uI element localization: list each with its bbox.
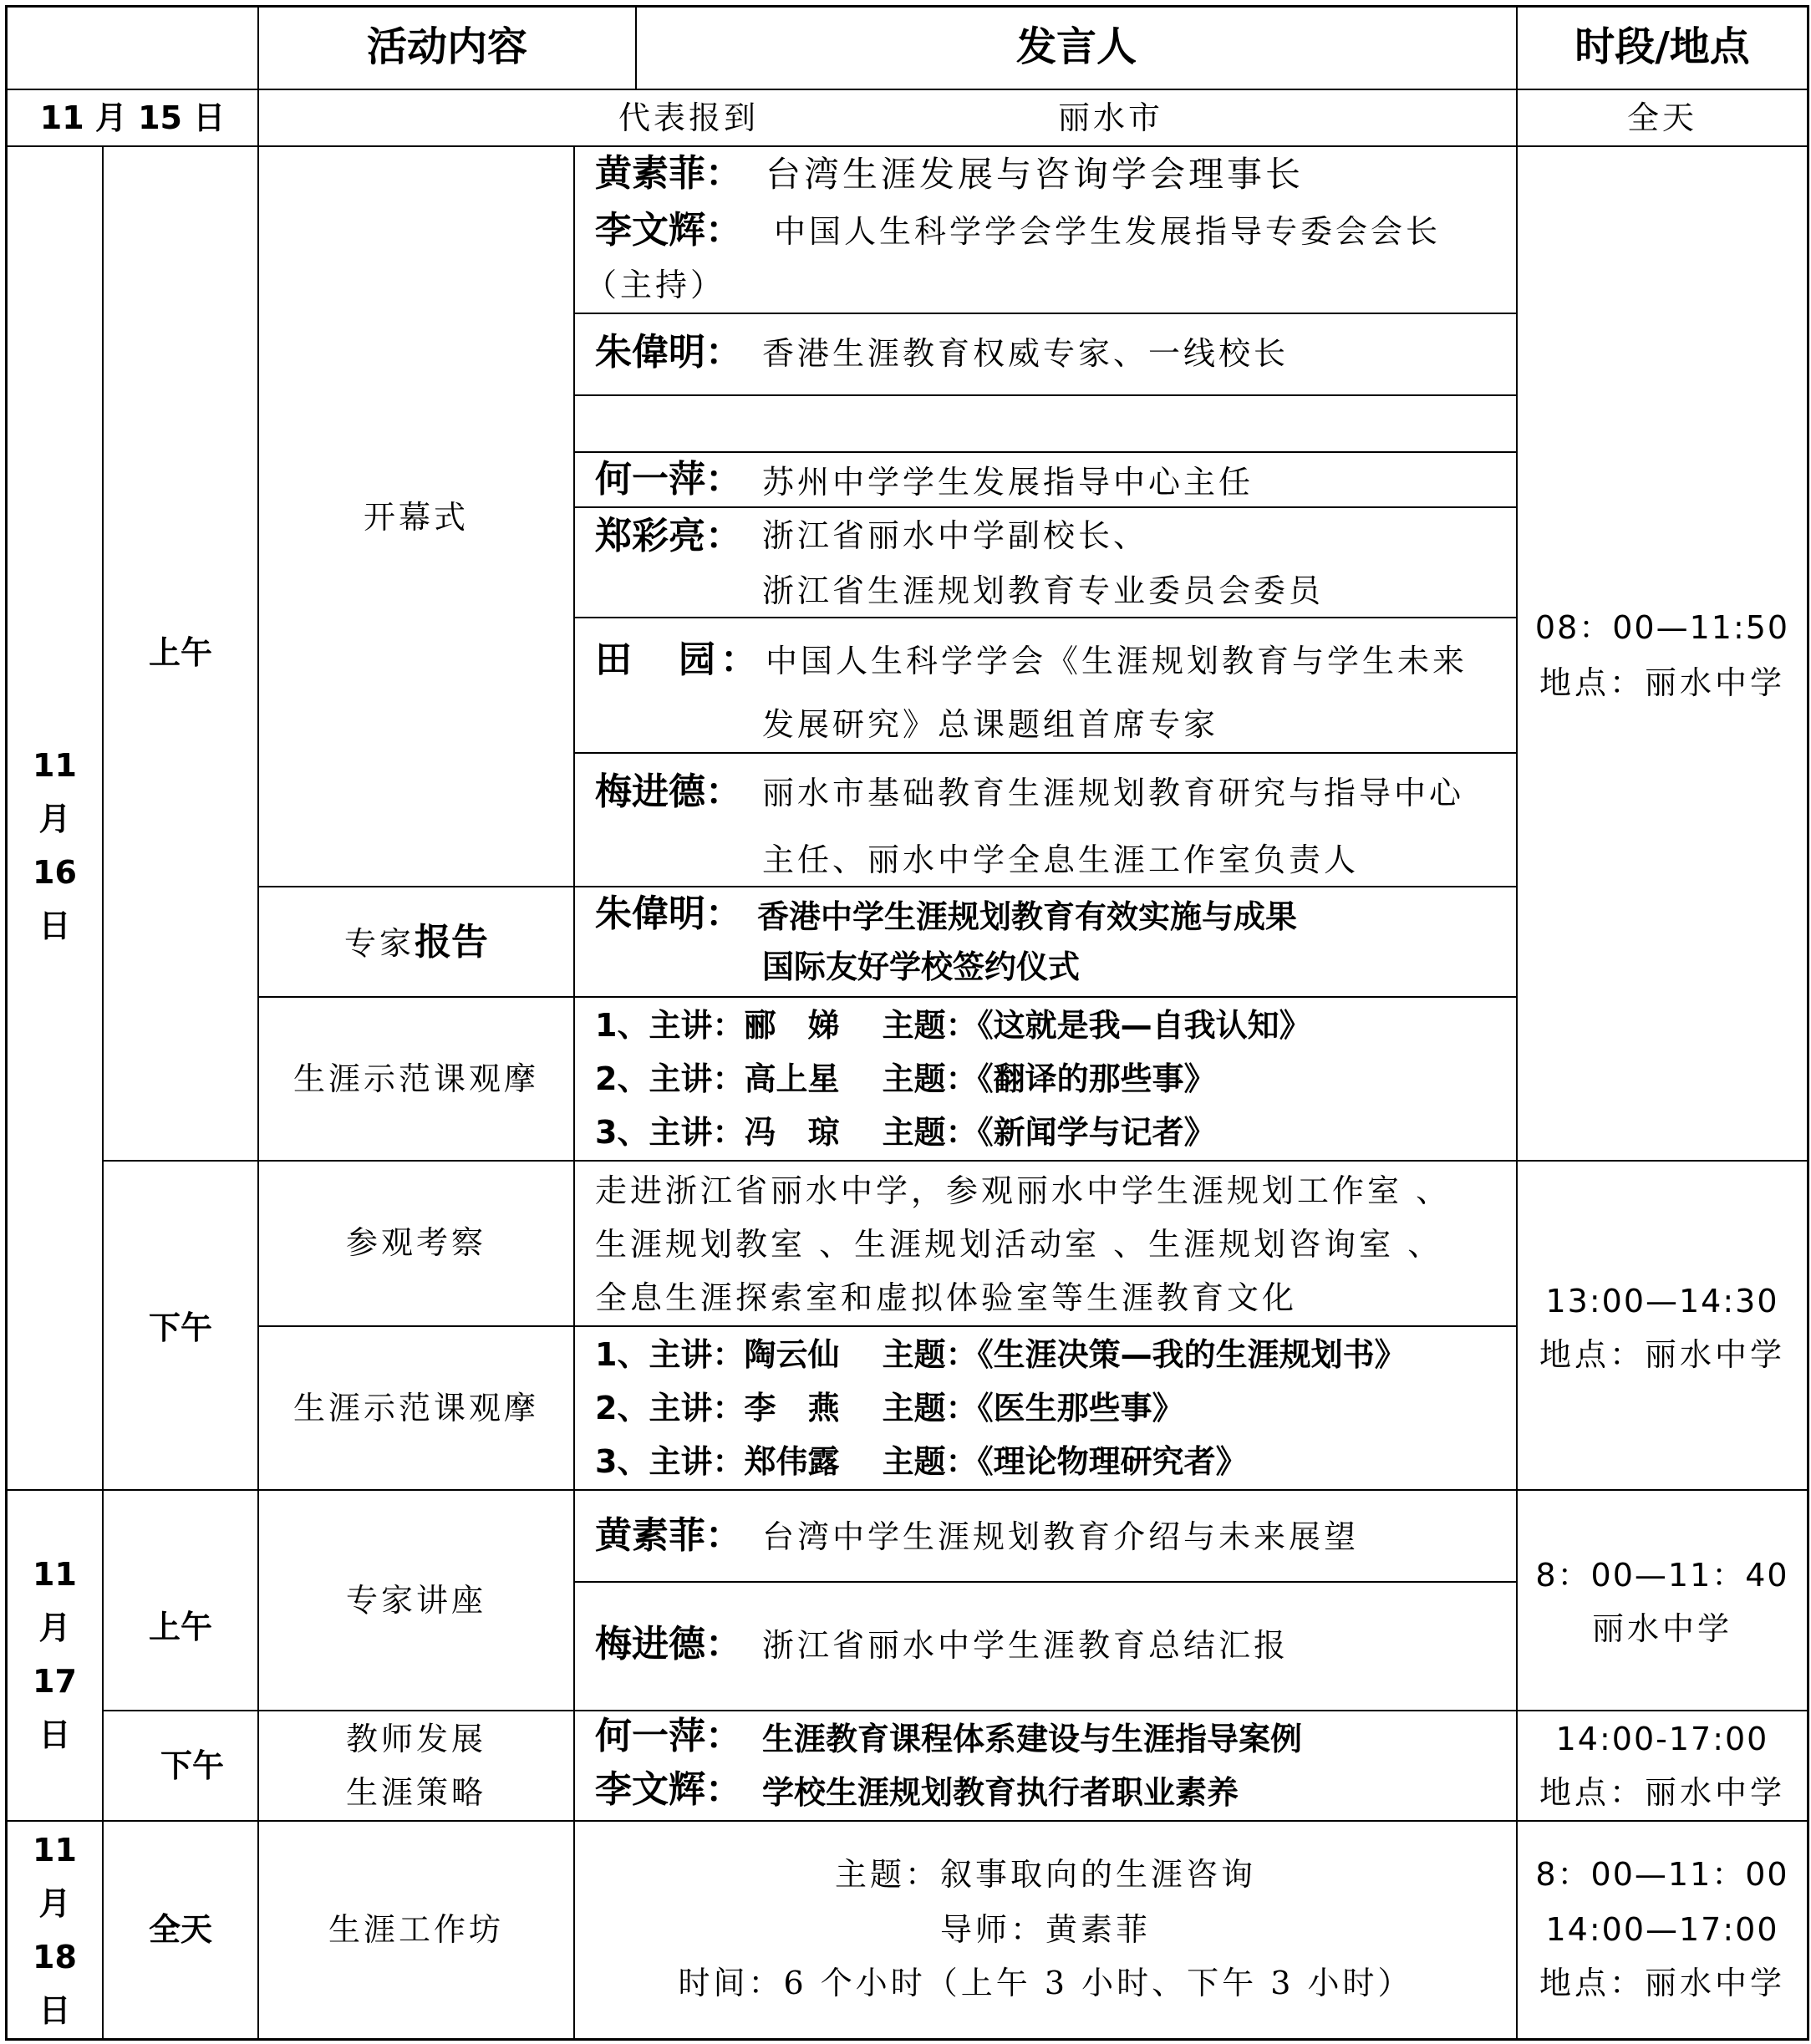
grid-line	[257, 886, 1518, 887]
day17-pm-period: 下午	[160, 1747, 224, 1784]
grid-line	[573, 451, 1518, 453]
opening-label: 开幕式	[363, 499, 469, 536]
day15-place: 丽水市	[1058, 99, 1164, 136]
grid-line	[102, 1710, 1809, 1711]
grid-line	[573, 752, 1518, 754]
report-speaker: 朱偉明：	[595, 892, 742, 935]
day18-time-am: 8：00—11：00	[1535, 1856, 1789, 1893]
career-strategy-label: 生涯策略	[345, 1774, 486, 1811]
header-time-place: 时段/地点	[1574, 23, 1750, 70]
visit-line: 走进浙江省丽水中学，参观丽水中学生涯规划工作室 、	[595, 1172, 1452, 1209]
workshop-label: 生涯工作坊	[328, 1911, 504, 1948]
day16-am-place: 地点：丽水中学	[1539, 664, 1785, 701]
signing-ceremony: 国际友好学校签约仪式	[762, 948, 1081, 985]
report-label: 专家报告	[343, 921, 488, 964]
grid-line	[573, 394, 1518, 396]
day17-am-period: 上午	[148, 1609, 212, 1645]
visit-line: 生涯规划教室 、生涯规划活动室 、生涯规划咨询室 、	[595, 1226, 1443, 1263]
grid-line	[573, 313, 1518, 314]
day16-am-period: 上午	[148, 634, 212, 671]
workshop-theme: 主题：叙事取向的生涯咨询	[834, 1856, 1256, 1893]
workshop-mentor: 导师：黄素菲	[939, 1911, 1151, 1948]
day16-pm-time: 13:00—14:30	[1545, 1283, 1779, 1319]
day17-pm-place: 地点：丽水中学	[1539, 1774, 1785, 1811]
list-item: 3、主讲：郑伟露 主题：《理论物理研究者》	[595, 1443, 1248, 1480]
grid-line	[573, 147, 575, 2041]
list-item: 1、主讲：郦 娣 主题：《这就是我—自我认知》	[595, 1007, 1311, 1044]
visit-line: 全息生涯探索室和虚拟体验室等生涯教育文化	[595, 1279, 1298, 1316]
grid-line	[5, 1820, 1809, 1822]
day16-pm-place: 地点：丽水中学	[1539, 1336, 1785, 1373]
workshop-duration: 时间：6 个小时（上午 3 小时、下午 3 小时）	[678, 1965, 1413, 2001]
grid-line	[5, 89, 1809, 90]
grid-line	[102, 147, 104, 2041]
header-speaker: 发言人	[1015, 23, 1137, 70]
day16-am-time: 08：00—11:50	[1534, 609, 1790, 646]
teacher-dev-label: 教师发展	[345, 1721, 486, 1757]
grid-line	[5, 145, 1809, 147]
grid-line	[5, 1489, 1809, 1491]
date-15: 11 月 15 日	[39, 99, 226, 136]
list-item: 2、主讲：李 燕 主题：《医生那些事》	[595, 1390, 1184, 1426]
table-border-right	[1807, 5, 1809, 2041]
day16-pm-period: 下午	[148, 1309, 212, 1346]
day18-period: 全天	[148, 1911, 212, 1948]
list-item: 2、主讲：高上星 主题：《翻译的那些事》	[595, 1060, 1216, 1097]
grid-line	[257, 1325, 1518, 1327]
grid-line	[102, 1160, 1809, 1162]
day17-am-time: 8：00—11：40	[1535, 1557, 1789, 1594]
grid-line	[573, 617, 1518, 618]
header-activity: 活动内容	[366, 23, 527, 70]
pm-demo-label: 生涯示范课观摩	[293, 1390, 539, 1426]
list-item: 3、主讲：冯 琼 主题：《新闻学与记者》	[595, 1114, 1216, 1151]
grid-line	[257, 996, 1518, 998]
am-demo-label: 生涯示范课观摩	[293, 1060, 539, 1097]
day15-activity: 代表报到	[618, 99, 760, 136]
grid-line	[573, 1581, 1518, 1583]
day18-place: 地点：丽水中学	[1539, 1965, 1785, 2001]
table-border-bottom	[5, 2038, 1809, 2041]
day17-am-place: 丽水中学	[1591, 1610, 1732, 1647]
day17-pm-time: 14:00-17:00	[1555, 1721, 1769, 1757]
table-border-top	[5, 5, 1809, 8]
day18-time-pm: 14:00—17:00	[1545, 1911, 1779, 1948]
list-item: 1、主讲：陶云仙 主题：《生涯决策—我的生涯规划书》	[595, 1336, 1407, 1373]
day15-time: 全天	[1626, 99, 1697, 136]
grid-line	[573, 506, 1518, 508]
visit-label: 参观考察	[345, 1224, 486, 1261]
report-title: 香港中学生涯规划教育有效实施与成果	[757, 898, 1298, 935]
lecture-label: 专家讲座	[345, 1582, 486, 1619]
